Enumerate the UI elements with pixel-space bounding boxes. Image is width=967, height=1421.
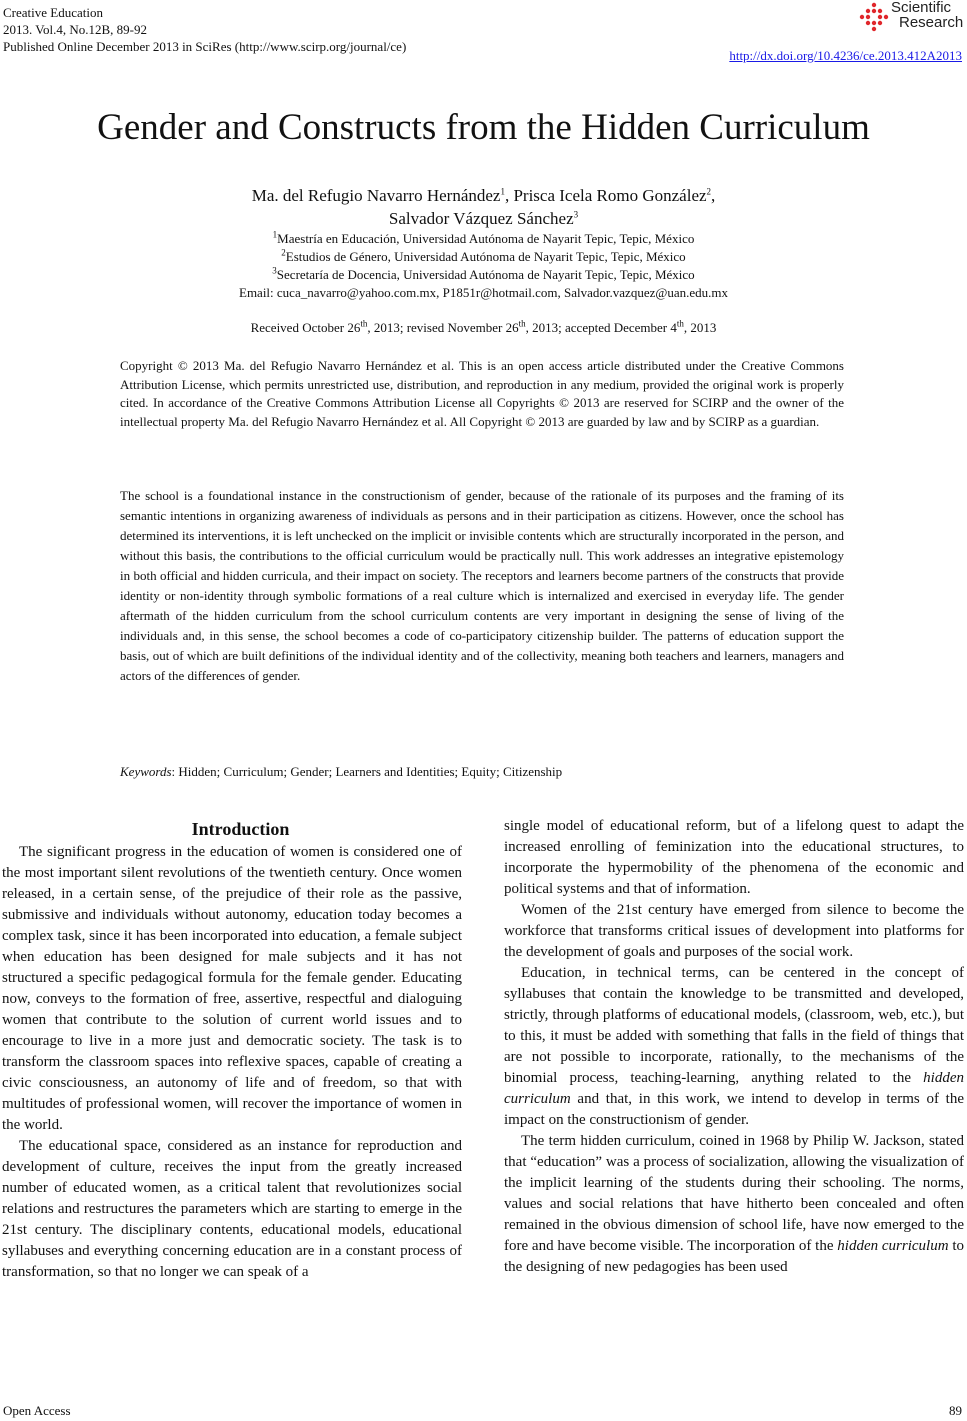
intro-paragraph-5-a: Education, in technical terms, can be centered in the concept of syllabuses that contain the knowledge to be transmitted and developed, strictly, through platforms of educational models, (classroom, web, etc.), but to this, it must be added with something that falls in the field of things that are not possible to incorporate, rationally, to the mechanisms of the binomial process, teaching-learning, anything related to the	[504, 965, 964, 1086]
journal-header	[3, 4, 406, 55]
author-2: , Prisca Icela Romo González	[504, 186, 707, 205]
authors	[0, 184, 967, 230]
logo-text-scientific: Scientific	[891, 0, 952, 16]
keywords-text: : Hidden; Curriculum; Gender; Learners and Identities; Equity; Citizenship	[171, 764, 563, 779]
received-year: , 2013	[683, 320, 717, 335]
intro-paragraph-5	[504, 963, 964, 1131]
accepted-date: , 2013; accepted December 4	[525, 320, 677, 335]
intro-paragraph-4: Women of the 21st century have emerged from silence to become the workforce that transforms critical issues of development into platforms for the development of goals and purposes of the social work.	[504, 902, 964, 960]
journal-volume: 2013. Vol.4, No.12B, 89-92	[3, 22, 147, 37]
keywords-label: Keywords	[120, 764, 172, 779]
affiliation-2	[0, 248, 967, 266]
intro-paragraph-2: The educational space, considered as an instance for reproduction and development of culture, receives the input from the greatly increased number of educated women, as a critical talent that revolutionizes social relations and restructures the parameters which are starting to emerge in the 21st century. The disciplinary contents, educational models, educational syllabuses and everything concerning education are in a constant process of transformation, so that no longer we can speak of a	[2, 1138, 462, 1280]
author-sep: ,	[711, 186, 716, 205]
affiliation-3-sup: 3	[272, 265, 277, 276]
intro-paragraph-5-b: and that, in this work, we intend to develop in terms of the impact on the constructionism of gender.	[504, 1091, 964, 1128]
received-dates	[0, 320, 967, 336]
footer-open-access: Open Access	[3, 1403, 71, 1418]
doi-link[interactable]: http://dx.doi.org/10.4236/ce.2013.412A2013	[729, 48, 962, 63]
journal-name: Creative Education	[3, 5, 103, 20]
affiliation-3	[0, 266, 967, 284]
keywords	[120, 762, 844, 782]
intro-paragraph-1: The significant progress in the education of women is considered one of the most important silent revolutions of the twentieth century. Once women released, in a certain sense, of the prejudice of their role as the passive, submissive and individuals without autonomy, education today becomes a complex task, since it has been incorporated into education, a female subject when education has been designed for male subjects and it has not structured a specific pedagogical formula for the female gender. Educating now, conveys to the formation of free, assertive, respectful and dialoguing women that contribute to the solution of current world issues and to encourage to live in a more just and democratic society. The task is to transform the classroom spaces into reflexive spaces, capable of creating a civic consciousness, an autonomy of life and of freedom, so that with multitudes of professional women, will recover the importance of women in the world.	[2, 844, 462, 1133]
copyright-notice: Copyright © 2013 Ma. del Refugio Navarro Hernández et al. This is an open access article distributed under the Creative Commons Attribution License, which permits unrestricted use, distribution, and reproduction in any medium, provided the original work is properly cited. In accordance of the Creative Commons Attribution License all Copyrights © 2013 are reserved for SCIRP and the owner of the intellectual property Ma. del Refugio Navarro Hernández et al. All Copyright © 2013 are guarded by law and by SCIRP as a guardian.	[120, 358, 844, 429]
section-heading-introduction: Introduction	[191, 819, 290, 839]
author-3-sup: 3	[573, 209, 579, 220]
left-column	[2, 816, 462, 1283]
journal-published: Published Online December 2013 in SciRes (http://www.scirp.org/journal/ce)	[3, 39, 407, 54]
intro-paragraph-6-a: The term hidden curriculum, coined in 1968 by Philip W. Jackson, stated that “education” was a process of socialization, allowing the visualization of the implicit learning of the students during their schooling. The norms, values and social relations that have hitherto been concealed and often remained in the obvious dimension of school life, have now emerged to the fore and have become visible. The incorporation of the	[504, 1133, 964, 1254]
received-date: Received October 26	[250, 320, 361, 335]
author-1: Ma. del Refugio Navarro Hernández	[251, 186, 501, 205]
received-sup: th	[360, 318, 368, 329]
affiliation-1-text: Maestría en Educación, Universidad Autónoma de Nayarit Tepic, Tepic, México	[277, 231, 695, 246]
author-2-sup: 2	[706, 186, 712, 197]
email: Email: cuca_navarro@yahoo.com.mx, P1851r@hotmail.com, Salvador.vazquez@uan.edu.mx	[239, 285, 728, 300]
revised-date: , 2013; revised November 26	[367, 320, 519, 335]
affiliation-2-text: Estudios de Género, Universidad Autónoma de Nayarit Tepic, Tepic, México	[285, 249, 686, 264]
logo-dots-icon	[859, 2, 889, 32]
intro-paragraph-6	[504, 1131, 964, 1278]
author-3: Salvador Vázquez Sánchez	[388, 209, 574, 228]
intro-paragraph-6-b: to the designing of new pedagogies has been used	[504, 1238, 965, 1275]
scientific-research-logo	[859, 0, 963, 34]
logo-text-research: Research	[899, 14, 964, 31]
intro-paragraph-3: single model of educational reform, but of a lifelong quest to adapt the increased enrolling of feminization into the educational structures, to incorporate the hypermobility of the phenomena of the economic and political systems and that of information.	[504, 818, 964, 897]
paper-title: Gender and Constructs from the Hidden Curriculum	[97, 107, 870, 148]
intro-paragraph-6-em: hidden curriculum	[837, 1238, 949, 1254]
affiliation-1-sup: 1	[272, 229, 278, 240]
page-number: 89	[949, 1403, 962, 1418]
affiliation-1	[0, 230, 967, 248]
revised-sup: th	[518, 318, 526, 329]
right-column	[504, 816, 964, 1278]
affiliations	[0, 230, 967, 302]
author-1-sup: 1	[500, 186, 505, 197]
affiliation-2-sup: 2	[281, 247, 286, 258]
accepted-sup: th	[676, 318, 684, 329]
abstract: The school is a foundational instance in the constructionism of gender, because of the rationale of its purposes and the framing of its semantic intentions in organizing awareness of individuals as persons and in their participation as citizens. However, once the school has determined its interventions, it is left unchecked on the implicit or invisible contents which are structurally incorporated in the person, and without this basis, the contributions to the official curriculum would be practically null. This work addresses an integrative epistemology in both official and hidden curricula, and their impact on society. The receptors and learners become partners of the constructs that provide identity or non-identity through symbolic formations of a real culture which is internalized and exercised in everyday life. The gender aftermath of the hidden curriculum from the school curriculum contents are very important in designing the sense of living of the individuals and, in this sense, the school becomes a code of co-participatory citizenship builder. The patterns of education support the basis, out of which are built definitions of the individual identity and of the collectivity, meaning both teachers and learners, managers and actors of the differences of gender.	[120, 488, 844, 683]
affiliation-3-text: Secretaría de Docencia, Universidad Autónoma de Nayarit Tepic, Tepic, México	[276, 267, 695, 282]
doi-header	[729, 48, 962, 64]
intro-paragraph-5-em: hidden curriculum	[504, 1070, 964, 1107]
